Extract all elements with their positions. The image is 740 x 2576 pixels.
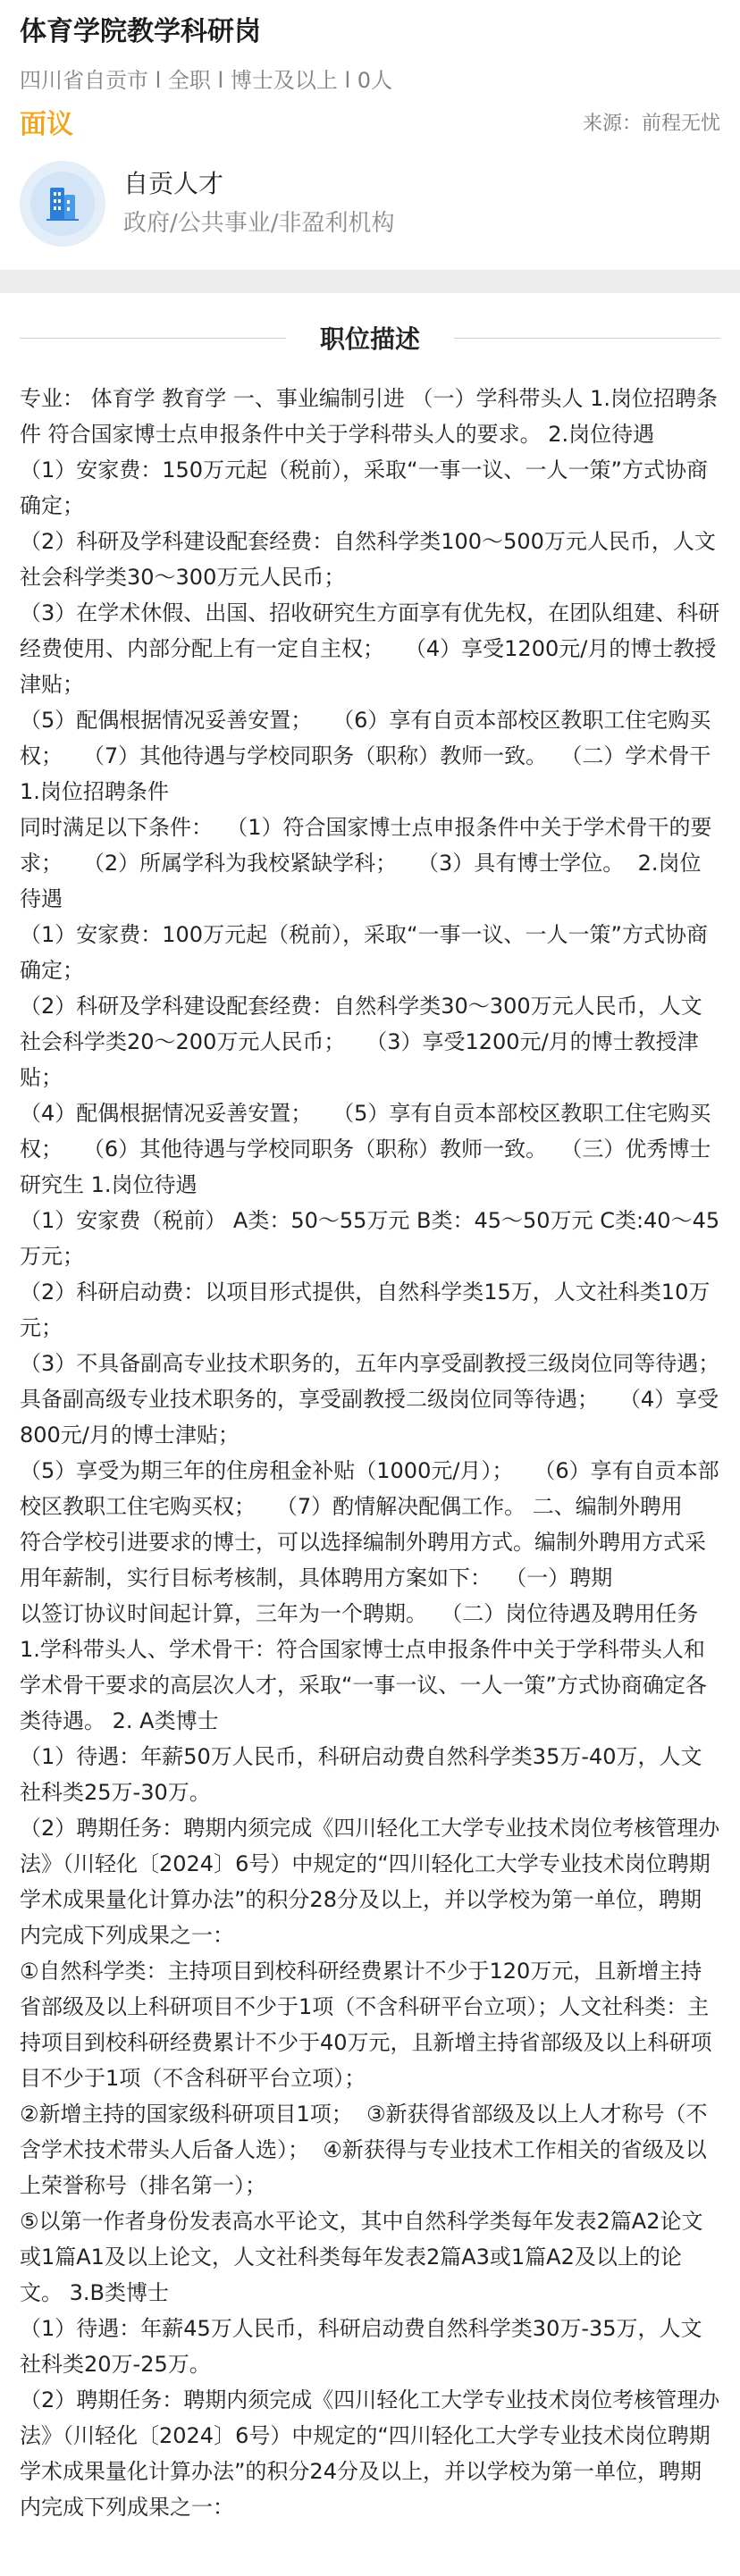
description-paragraph: （4）配偶根据情况妥善安置； （5）享有自贡本部校区教职工住宅购买权； （6）其他待遇与学校同职务（职称）教师一致。 （三）优秀博士研究生 1.岗位待遇 [20, 1101, 711, 1197]
company-logo [20, 161, 105, 247]
description-paragraph: （2）科研启动费：以项目形式提供，自然科学类15万，人文社科类10万元； [20, 1280, 711, 1340]
source-label: 来源：前程无忧 [582, 112, 720, 135]
description-paragraph: 1.学科带头人、学术骨干：符合国家博士点申报条件中关于学科带头人和学术骨干要求的高层次人才，采取“一事一议、一人一策”方式协商确定各类待遇。 2. A类博士 [20, 1637, 707, 1733]
description-header [0, 293, 740, 381]
description-paragraph: ⑤以第一作者身份发表高水平论文，其中自然科学类每年发表2篇A2论文或1篇A1及以上论文，人文社科类每年发表2篇A3或1篇A2及以上的论文。 3.B类博士 [20, 2209, 703, 2305]
salary-row [20, 104, 720, 139]
description-paragraph: 符合学校引进要求的博士，可以选择编制外聘用方式。编制外聘用方式采用年薪制，实行目标考核制，具体聘用方案如下： （一）聘期 [20, 1530, 706, 1590]
job-meta: 四川省自贡市 l 全职 l 博士及以上 l 0人 [20, 68, 393, 93]
company-name: 自贡人才 [123, 169, 224, 198]
description-paragraph: （1）安家费：150万元起（税前），采取“一事一议、一人一策”方式协商确定； [20, 457, 708, 518]
salary: 面议 [20, 109, 73, 140]
building-icon [41, 182, 84, 225]
description-paragraph: （5）享受为期三年的住房租金补贴（1000元/月）； （6）享有自贡本部校区教职工住宅购买权； （7）酌情解决配偶工作。 二、编制外聘用 [20, 1458, 719, 1519]
heading-line-right [454, 338, 720, 339]
description-paragraph: （2）科研及学科建设配套经费：自然科学类30～300万元人民币，人文社会科学类20～200万元人民币； （3）享受1200元/月的博士教授津贴； [20, 994, 702, 1090]
company-card[interactable] [0, 139, 740, 270]
description-paragraph: ①自然科学类：主持项目到校科研经费累计不少于120万元，且新增主持省部级及以上科研项目不少于1项（不含科研平台立项）；人文社科类：主持项目到校科研经费累计不少于40万元，且新增主持省部级及以上科研项目不少于1项（不含科研平台立项）； [20, 1959, 712, 2091]
description-paragraph: ②新增主持的国家级科研项目1项； ③新获得省部级及以上人才称号（不含学术技术带头人后备人选）； ④新获得与专业技术工作相关的省级及以上荣誉称号（排名第一）； [20, 2102, 708, 2198]
description-paragraph: （3）在学术休假、出国、招收研究生方面享有优先权，在团队组建、科研经费使用、内部分配上有一定自主权； （4）享受1200元/月的博士教授津贴； [20, 600, 720, 697]
job-header [0, 0, 740, 139]
description-paragraph: （2）科研及学科建设配套经费：自然科学类100～500万元人民币，人文社会科学类30～300万元人民币； [20, 529, 716, 590]
company-info [123, 166, 395, 241]
description-paragraph: 专业： 体育学 教育学 一、事业编制引进 （一）学科带头人 1.岗位招聘条件 符合国家博士点申报条件中关于学科带头人的要求。 2.岗位待遇 [20, 386, 719, 447]
company-type: 政府/公共事业/非盈利机构 [123, 210, 395, 237]
heading-line-left [20, 338, 286, 339]
job-title: 体育学院教学科研岗 [20, 16, 261, 47]
description-paragraph: （3）不具备副高专业技术职务的，五年内享受副教授三级岗位同等待遇；具备副高级专业技术职务的，享受副教授二级岗位同等待遇； （4）享受800元/月的博士津贴； [20, 1351, 720, 1447]
description-paragraph: 以签订协议时间起计算，三年为一个聘期。 （二）岗位待遇及聘用任务 [20, 1601, 699, 1626]
description-paragraph: （1）待遇：年薪45万人民币，科研启动费自然科学类30万-35万，人文社科类20万-25万。 [20, 2316, 702, 2377]
section-divider [0, 270, 740, 293]
description-paragraph: （1）安家费：100万元起（税前），采取“一事一议、一人一策”方式协商确定； [20, 922, 708, 983]
description-paragraph: （1）安家费（税前） A类：50～55万元 B类：45～50万元 C类:40～45万元； [20, 1208, 720, 1269]
description-paragraph: （2）聘期任务：聘期内须完成《四川轻化工大学专业技术岗位考核管理办法》（川轻化〔2024〕6号）中规定的“四川轻化工大学专业技术岗位聘期学术成果量化计算办法”的积分24分及以上，并以学校为第一单位，聘期内完成下列成果之一： [20, 2387, 720, 2520]
description-paragraph: （2）聘期任务：聘期内须完成《四川轻化工大学专业技术岗位考核管理办法》（川轻化〔2024〕6号）中规定的“四川轻化工大学专业技术岗位聘期学术成果量化计算办法”的积分28分及以上，并以学校为第一单位，聘期内完成下列成果之一： [20, 1816, 720, 1948]
description-paragraph: 同时满足以下条件： （1）符合国家博士点申报条件中关于学术骨干的要求； （2）所属学科为我校紧缺学科； （3）具有博士学位。 2.岗位待遇 [20, 815, 712, 911]
description-heading: 职位描述 [320, 324, 421, 354]
description-paragraph: （5）配偶根据情况妥善安置； （6）享有自贡本部校区教职工住宅购买权； （7）其他待遇与学校同职务（职称）教师一致。 （二）学术骨干 1.岗位招聘条件 [20, 708, 719, 804]
job-description [0, 381, 740, 2525]
description-paragraph: （1）待遇：年薪50万人民币，科研启动费自然科学类35万-40万，人文社科类25万-30万。 [20, 1744, 702, 1805]
